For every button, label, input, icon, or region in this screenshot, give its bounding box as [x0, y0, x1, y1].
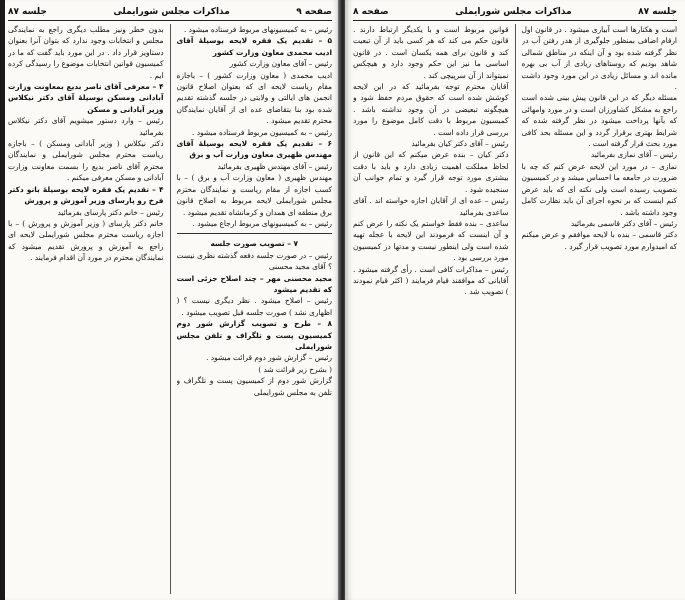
right-page-number: صفحه ۸ [353, 7, 389, 17]
paragraph: دکتر کیان – بنده عرض میکنم که این قانون از لحاظ مملکت اهمیت زیادی دارد و باید با دقت بیشتری مورد توجه قرار گیرد و تمام جوانب آن سنجیده شود . [353, 150, 509, 194]
paragraph: نمازی – در مورد این لایحه عرض کنم که چه با ضرورت در جامعه ما احساس میشد و در کمیسیون بتصویب رسیده است ولی نکته ای که باید عرض کنم اینست که بر نحوه اجرای آن باید نظارت کامل وجود داشته باشد . [521, 161, 677, 217]
paragraph: آقایان محترم توجه بفرمائید که در این لایحه کوشش شده است که حقوق مردم حفظ شود و هیچگونه تبعیضی در آن وجود نداشته باشد . کمیسیون مربوط با دقت کامل موضوع را مورد بررسی قرار داده است . [353, 82, 509, 137]
left-page-left-column [8, 24, 164, 594]
section-heading: ۶ – تقدیم یک فقره لایحه بوسیلهٔ آقای مهندس ظهیری معاون وزارت آب و برق [176, 139, 332, 160]
paragraph: رئیس – اصلاح میشود . نظر دیگری نیست ؟ ( اظهاری نشد ) صورت جلسه قبل تصویب میشود . [176, 296, 332, 317]
right-page [345, 0, 685, 600]
left-page-number: صفحه ۹ [296, 7, 332, 17]
left-page-columns [8, 24, 332, 594]
paragraph: ادیب محمدی ( معاون وزارت کشور ) – باجازه مقام ریاست لایحه ای که بعنوان اصلاح قانون انجمن های ایالتی و ولایتی در جلسه گذشته تقدیم شده بود بنا بتقاضای عده ای از آقایان نمایندگان محترم تقدیم میشود . [176, 70, 332, 126]
left-page-header [8, 4, 332, 21]
paragraph: است و هکتارها است آبیاری میشود . در قانون اول ارقام اضافی بمنظور جلوگیری از هدر رفتن آب در نظر گرفته شده بود و آن اینکه در مناطق شمالی شاهد بودیم که روستاهای زیادی از آب بی بهره مانده اند و مسائل زیادی در این مورد وجود داشت . [521, 25, 677, 92]
section-heading: ۸ – طرح و تصویب گزارش شور دوم کمیسیون پست و تلگراف و تلفن مجلس شورایملی [176, 319, 332, 351]
paragraph: رئیس – گزارش شور دوم قرائت میشود . [206, 353, 332, 363]
section-heading: ۴ – تقدیم یک فقره لایحه بوسیلهٔ بانو دکتر فرخ رو پارسای وزیر آموزش و پرورش [8, 184, 164, 206]
paragraph: رئیس – به کمیسیونهای مربوط فرستاده میشود . [183, 25, 332, 34]
right-page-left-column [353, 24, 509, 594]
right-page-title: مذاکرات مجلس شورایملی [455, 7, 572, 17]
right-page-columns [353, 24, 677, 594]
paragraph: گزارش شور دوم از کمیسیون پست و تلگراف و تلفن به مجلس شورایملی [176, 376, 332, 397]
column-divider [515, 24, 516, 594]
paragraph: رئیس – خانم دکتر پارسای بفرمائید [57, 207, 164, 217]
paragraph: رئیس – آقای معاون وزارت کشور [229, 59, 332, 69]
section-heading: ۷ – تصویب صورت جلسه [210, 239, 299, 249]
paragraph: رئیس – در صورت جلسه دفعه گذشته نظری نیست ؟ آقای مجید محسنی [176, 250, 332, 272]
paragraph: رئیس – وارد دستور میشویم آقای دکتر نیکلاس بفرمائید [8, 116, 164, 137]
paragraph: مهندس ظهیری ( معاون وزارت آب و برق ) – با کسب اجازه از مقام ریاست و نمایندگان محترم مجلس شورایملی لایحه مربوط به اصلاح قانون برق منطقه ای همدان و کرمانشاه تقدیم میشود . [176, 173, 332, 217]
paragraph: قوانین مربوط است و با یکدیگر ارتباط دارند . قانون حکم می کند که هر کسی باید از آن تبعیت کند و قانون برای همه یکسان است . در قانون اساسی ما نیز این حکم وجود دارد و هیچکس نمیتواند از آن سرپیچی کند . [353, 25, 509, 80]
section-divider [177, 233, 333, 234]
section-heading: مجید محسنی مهر – چند اصلاح جزئی است که تقدیم میشود [176, 273, 332, 294]
paragraph: دکتر قاسمی – بنده با لایحه موافقم و عرض میکنم که امیدوارم مورد تصویب قرار گیرد . [521, 230, 677, 251]
left-page-title: مذاکرات مجلس شورایملی [113, 7, 230, 17]
right-page-session: جلسه ۸۷ [638, 7, 677, 17]
left-page-right-column [177, 24, 333, 594]
section-heading: ۵ – تقدیم یک فقره لایحه بوسیلهٔ آقای ادیب محمدی معاون وزارت کشور [176, 36, 332, 57]
paragraph: دکتر نیکلاس ( وزیر آبادانی ومسکن ) – باجازه ریاست محترم مجلس شورایملی و نمایندگان محترم آقای ناصر بدیع را بسمت معاونت وزارت آبادانی و مسکن معرفی میکنم . [8, 139, 164, 183]
section-heading: ۴ – معرفی آقای ناصر بدیع بمعاونت وزارت آبادانی ومسکن بوسیلهٔ آقای دکتر نیکلاس وزیر آبادانی و مسکن [8, 82, 164, 114]
column-divider [170, 24, 171, 594]
paragraph: رئیس – آقای مهندس ظهیری بفرمائید [217, 161, 332, 171]
paragraph: ( بشرح زیر قرائت شد ) [258, 364, 332, 374]
right-page-right-column [522, 24, 678, 594]
right-page-header [353, 4, 677, 21]
paragraph: رئیس – به کمیسیونهای مربوط ارجاع میشود . [192, 218, 332, 228]
paragraph: رئیس – عده ای از آقایان اجازه خواسته اند . آقای ساعدی بفرمائید [353, 196, 509, 217]
paragraph: رئیس – مذاکرات کافی است . رأی گرفته میشود . آقایانی که موافقند قیام فرمایند ( اکثر قیام نمودند ) تصویب شد . [353, 264, 509, 297]
paragraph: رئیس – به کمیسیون مربوط فرستاده میشود . [192, 127, 332, 137]
page-edge-shadow [0, 0, 5, 600]
left-page [0, 0, 340, 600]
paragraph: مسئله دیگر که در این قانون پیش بینی شده است راجع به مشکل کشاورزان است و در مورد وامهائی که بآنها پرداخت میشود در نظر گرفته شده که شرایط بهتری برقرار گردد و این مسئله بحد کافی مورد بحث قرار گرفته است . [521, 93, 677, 149]
paragraph: رئیس – آقای دکتر کیان بفرمائید [411, 139, 509, 149]
left-page-session: جلسه ۸۷ [8, 7, 47, 17]
paragraph: رئیس – آقای دکتر قاسمی بفرمائید [570, 218, 677, 228]
paragraph: خانم دکتر پارسای ( وزیر آموزش و پرورش ) – با اجازه ریاست محترم مجلس شورایملی لایحه ای راجع به آموزش و پرورش تقدیم میشود که نمایندگان محترم در مورد آن اقدام فرمایند . [8, 218, 164, 263]
paragraph: بدون خطر ونیز مطلب دیگری راجع به نمایندگی مجلس و انتخابات وجود ندارد که بتوان آنرا بعنوان دستاویز قرار داد . در این مورد باید گفت که ما در کمیسیون قوانین انتخابات موضوع را رسیدگی کرده ایم . [8, 25, 164, 80]
paragraph: ساعدی – بنده فقط خواستم یک نکته را عرض کنم و آن اینست که فرمودند این لایحه با عجله تهیه شده است ولی اینطور نیست و مدتها در کمیسیون مورد بررسی بود . [353, 218, 509, 263]
paragraph: رئیس – آقای نمازی بفرمائید [590, 150, 677, 160]
